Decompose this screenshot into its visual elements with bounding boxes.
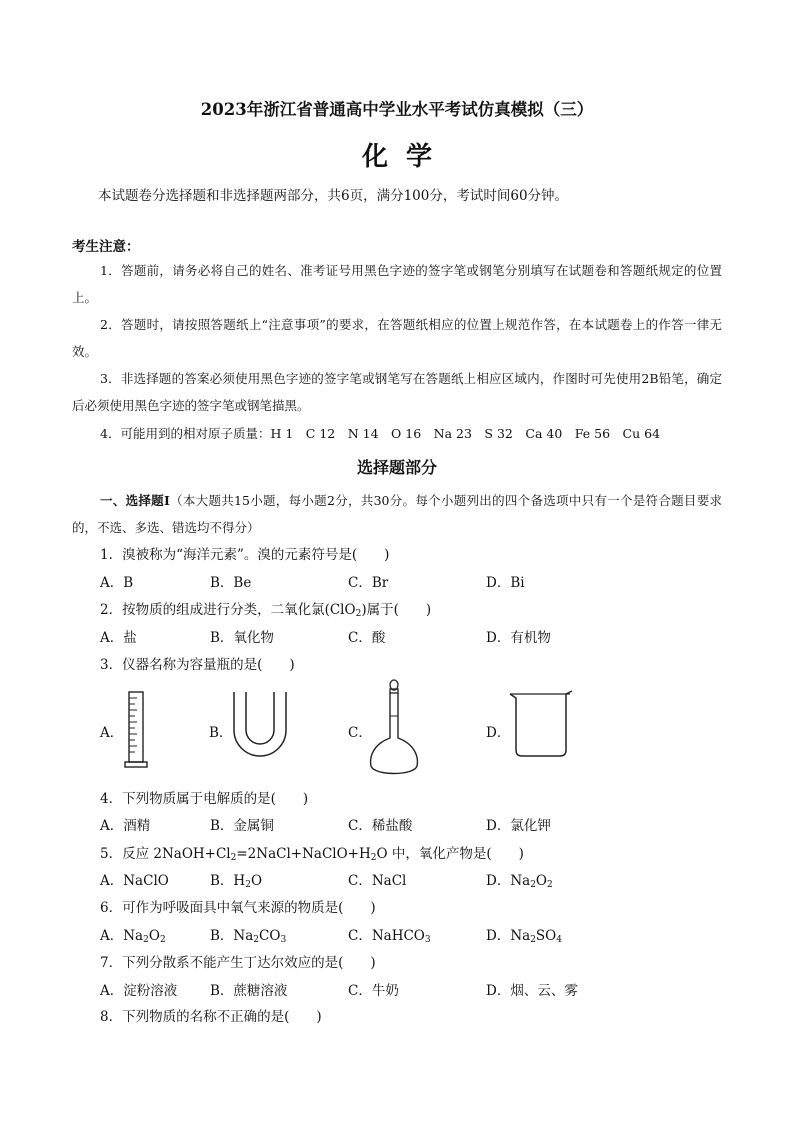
option-c: C． bbox=[348, 725, 372, 741]
subscript: 2 bbox=[547, 880, 553, 890]
exam-title: 2023年浙江省普通高中学业水平考试仿真模拟（三） bbox=[200, 100, 594, 119]
subscript: 2 bbox=[530, 880, 536, 890]
question-stem: 4．下列物质属于电解质的是( ) bbox=[100, 791, 309, 807]
option-text: SO bbox=[535, 928, 557, 944]
option-text: B．H bbox=[210, 873, 246, 889]
subscript: 2 bbox=[230, 853, 237, 863]
question-stem: 1．溴被称为“海洋元素”。溴的元素符号是( ) bbox=[100, 547, 390, 563]
option-c: C．酸 bbox=[348, 630, 386, 646]
subject-title: 化学 bbox=[361, 142, 450, 172]
question-stem bbox=[100, 842, 524, 862]
option-b: B．Be bbox=[210, 575, 252, 591]
option-d: D．有机物 bbox=[486, 630, 551, 646]
stem-text: )属于( ) bbox=[361, 602, 432, 618]
option-a: A．淀粉溶液 bbox=[100, 983, 178, 999]
option-d: D．Bi bbox=[486, 575, 525, 591]
option-c: C．Br bbox=[348, 575, 389, 591]
note-item: 4．可能用到的相对原子质量：H 1 C 12 N 14 O 16 Na 23 S 32 Ca 40 Fe 56 Cu 64 bbox=[100, 426, 661, 441]
option-text: O bbox=[250, 873, 263, 889]
subscript: 2 bbox=[159, 935, 166, 945]
subscript: 2 bbox=[143, 935, 149, 945]
option-a: A． bbox=[100, 725, 124, 741]
part-label: 一、选择题Ⅰ bbox=[100, 493, 171, 508]
subscript: 2 bbox=[355, 609, 362, 619]
part-description bbox=[72, 487, 722, 541]
option-c: C．稀盐酸 bbox=[348, 818, 413, 834]
option-text: A．Na bbox=[100, 928, 144, 944]
option-a bbox=[100, 869, 169, 889]
option-text: D．Na bbox=[486, 928, 531, 944]
option-b bbox=[210, 924, 286, 944]
part-desc: （本大题共15小题，每小题2分，共30分。每个小题列出的四个备选项中只有一个是符合题目要求的，不选、多选、错选均不得分） bbox=[72, 493, 722, 535]
option-c: C．牛奶 bbox=[348, 983, 399, 999]
option-d bbox=[486, 869, 553, 889]
option-text: CO bbox=[259, 928, 281, 944]
subscript: 4 bbox=[556, 935, 562, 945]
subscript: 2 bbox=[253, 935, 260, 945]
u-tube-icon bbox=[230, 690, 290, 760]
option-text: B．Na bbox=[210, 928, 254, 944]
question-stem: 7．下列分散系不能产生丁达尔效应的是( ) bbox=[100, 955, 376, 971]
question-stem: 3．仪器名称为容量瓶的是( ) bbox=[100, 657, 295, 673]
option-b: B．蔗糖溶液 bbox=[210, 983, 288, 999]
note-item: 3．非选择题的答案必须使用黑色字迹的签字笔或钢笔写在答题纸上相应区域内，作图时可先使用2B铅笔，确定后必须使用黑色字迹的签字笔或钢笔描黑。 bbox=[72, 371, 722, 413]
graduated-cylinder-icon bbox=[124, 690, 150, 770]
option-text: A．NaClO bbox=[100, 873, 169, 889]
subscript: 2 bbox=[530, 935, 536, 945]
option-a: A．酒精 bbox=[100, 818, 151, 834]
note-item: 2．答题时，请按照答题纸上“注意事项”的要求，在答题纸相应的位置上规范作答，在本试题卷上的作答一律无效。 bbox=[72, 317, 722, 359]
section-title: 选择题部分 bbox=[356, 458, 437, 477]
subscript: 2 bbox=[370, 853, 377, 863]
option-d bbox=[486, 924, 562, 944]
note-item: 1．答题前，请务必将自己的姓名、准考证号用黑色字迹的签字笔或钢笔分别填写在试题卷和答题纸规定的位置上。 bbox=[72, 263, 722, 305]
option-d: D． bbox=[486, 725, 511, 741]
subscript: 3 bbox=[280, 935, 287, 945]
stem-text: =2NaCl+NaClO+H bbox=[236, 846, 371, 862]
subscript: 2 bbox=[245, 880, 251, 890]
notes-heading: 考生注意： bbox=[72, 239, 140, 255]
beaker-icon bbox=[508, 690, 574, 760]
option-b: B．金属铜 bbox=[210, 818, 274, 834]
option-b: B． bbox=[209, 725, 233, 741]
option-text: C．NaCl bbox=[348, 873, 407, 889]
option-b bbox=[210, 869, 262, 889]
exam-intro: 本试题卷分选择题和非选择题两部分，共6页，满分100分，考试时间60分钟。 bbox=[98, 188, 569, 204]
option-b: B．氧化物 bbox=[210, 630, 274, 646]
option-a bbox=[100, 924, 166, 944]
stem-text: 5．反应 2NaOH+Cl bbox=[100, 846, 231, 862]
question-stem: 6．可作为呼吸面具中氧气来源的物质是( ) bbox=[100, 900, 376, 916]
option-a: A．盐 bbox=[100, 630, 137, 646]
stem-text: O 中，氧化产物是( ) bbox=[376, 846, 524, 862]
option-text: O bbox=[535, 873, 547, 889]
question-stem: 8．下列物质的名称不正确的是( ) bbox=[100, 1009, 322, 1025]
option-text: D．Na bbox=[486, 873, 531, 889]
subscript: 3 bbox=[424, 935, 431, 945]
stem-text: 2．按物质的组成进行分类，二氧化氯(ClO bbox=[100, 602, 356, 618]
option-a: A．B bbox=[100, 575, 134, 591]
question-stem bbox=[100, 598, 431, 618]
option-c bbox=[348, 924, 431, 944]
option-text: O bbox=[148, 928, 160, 944]
volumetric-flask-icon bbox=[366, 676, 422, 780]
option-c bbox=[348, 869, 406, 889]
option-d: D．烟、云、雾 bbox=[486, 983, 578, 999]
option-text: C．NaHCO bbox=[348, 928, 425, 944]
option-d: D．氯化钾 bbox=[486, 818, 551, 834]
